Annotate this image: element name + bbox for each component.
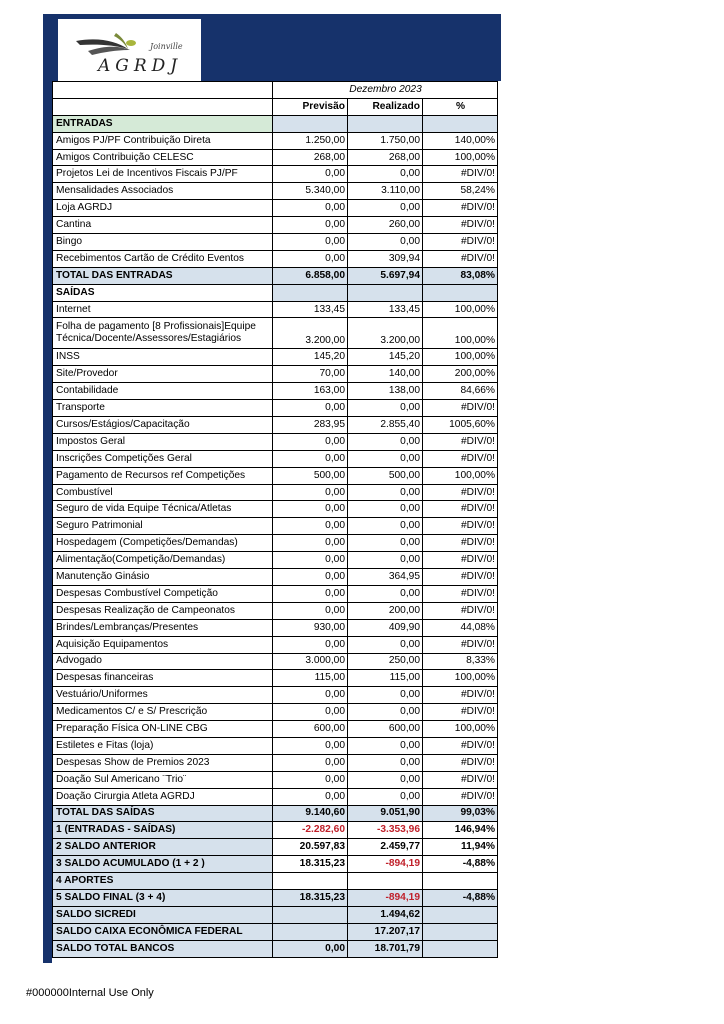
table-row (53, 200, 498, 217)
pct-cell: #DIV/0! (423, 788, 498, 805)
row-label: Hospedagem (Competições/Demandas) (53, 535, 273, 552)
realizado-cell: 200,00 (348, 602, 423, 619)
table-row (53, 400, 498, 417)
column-headers (53, 98, 498, 115)
table-row (53, 619, 498, 636)
section-saidas (53, 284, 498, 301)
pct-cell: 8,33% (423, 653, 498, 670)
pct-cell: #DIV/0! (423, 518, 498, 535)
previsao-cell: 0,00 (273, 737, 348, 754)
pct-cell: #DIV/0! (423, 602, 498, 619)
realizado-cell: 600,00 (348, 721, 423, 738)
previsao-cell: 0,00 (273, 518, 348, 535)
pct-cell: 200,00% (423, 366, 498, 383)
row-label: Folha de pagamento [8 Profissionais]Equipe Técnica/Docente/Assessores/Estagiários (53, 318, 273, 349)
realizado-cell (348, 873, 423, 890)
pct-cell: 100,00% (423, 467, 498, 484)
realizado-cell: 3.110,00 (348, 183, 423, 200)
table-row (53, 737, 498, 754)
pct-cell: 100,00% (423, 670, 498, 687)
row-label: Despesas Realização de Campeonatos (53, 602, 273, 619)
table-row (53, 771, 498, 788)
pct-cell: #DIV/0! (423, 400, 498, 417)
table-row (53, 518, 498, 535)
total-entradas-row (53, 267, 498, 284)
row-label: Bingo (53, 234, 273, 251)
previsao-cell: 18.315,23 (273, 889, 348, 906)
row-label: Seguro Patrimonial (53, 518, 273, 535)
table-row (53, 552, 498, 569)
table-row (53, 183, 498, 200)
pct-cell: 84,66% (423, 383, 498, 400)
realizado-cell: 0,00 (348, 771, 423, 788)
table-row (53, 433, 498, 450)
row-label: Aquisição Equipamentos (53, 636, 273, 653)
previsao-cell: 0,00 (273, 687, 348, 704)
pct-cell (423, 940, 498, 957)
row-label: Amigos Contribuição CELESC (53, 149, 273, 166)
previsao-cell: 0,00 (273, 484, 348, 501)
table-row (53, 349, 498, 366)
previsao-cell: 0,00 (273, 569, 348, 586)
saldo-sicredi-row (53, 906, 498, 923)
previsao-cell: 0,00 (273, 636, 348, 653)
pct-cell: #DIV/0! (423, 569, 498, 586)
realizado-cell: 0,00 (348, 585, 423, 602)
row-label: Estiletes e Fitas (loja) (53, 737, 273, 754)
table-row (53, 149, 498, 166)
row-label: Doação Sul Americano ¨Trio¨ (53, 771, 273, 788)
row-label: Alimentação(Competição/Demandas) (53, 552, 273, 569)
pct-cell: 100,00% (423, 349, 498, 366)
saldo-total-bancos-row (53, 940, 498, 957)
realizado-cell: 0,00 (348, 754, 423, 771)
row-label: 1 (ENTRADAS - SAÍDAS) (53, 822, 273, 839)
previsao-cell: 0,00 (273, 166, 348, 183)
table-row (53, 318, 498, 349)
previsao-cell: 0,00 (273, 234, 348, 251)
pct-cell: #DIV/0! (423, 234, 498, 251)
pct-cell: 100,00% (423, 149, 498, 166)
realizado-cell: 2.459,77 (348, 839, 423, 856)
pct-cell: #DIV/0! (423, 433, 498, 450)
table-row (53, 234, 498, 251)
previsao-cell: 0,00 (273, 217, 348, 234)
table-row (53, 467, 498, 484)
row-label: Despesas financeiras (53, 670, 273, 687)
previsao-cell: 0,00 (273, 940, 348, 957)
row-label: SALDO SICREDI (53, 906, 273, 923)
realizado-cell: 0,00 (348, 400, 423, 417)
realizado-cell: 115,00 (348, 670, 423, 687)
pct-cell: #DIV/0! (423, 217, 498, 234)
realizado-cell: 5.697,94 (348, 267, 423, 284)
pct-cell: #DIV/0! (423, 737, 498, 754)
realizado-cell: 0,00 (348, 234, 423, 251)
table-row (53, 636, 498, 653)
summary-saldo-anterior-row (53, 839, 498, 856)
realizado-cell: 364,95 (348, 569, 423, 586)
previsao-cell: 0,00 (273, 535, 348, 552)
row-label: 3 SALDO ACUMULADO (1 + 2 ) (53, 856, 273, 873)
pct-cell: 11,94% (423, 839, 498, 856)
realizado-cell: 145,20 (348, 349, 423, 366)
section-title: ENTRADAS (53, 115, 273, 132)
col-pct: % (423, 98, 498, 115)
previsao-cell: 600,00 (273, 721, 348, 738)
realizado-cell: 0,00 (348, 788, 423, 805)
row-label: Vestuário/Uniformes (53, 687, 273, 704)
pct-cell: 58,24% (423, 183, 498, 200)
table-row (53, 132, 498, 149)
table-row (53, 653, 498, 670)
previsao-cell (273, 873, 348, 890)
row-label: INSS (53, 349, 273, 366)
pct-cell: 44,08% (423, 619, 498, 636)
table-row (53, 250, 498, 267)
previsao-cell: 9.140,60 (273, 805, 348, 822)
pct-cell: 100,00% (423, 318, 498, 349)
period-label: Dezembro 2023 (273, 82, 498, 99)
realizado-cell: 0,00 (348, 200, 423, 217)
previsao-cell: 283,95 (273, 417, 348, 434)
previsao-cell: 0,00 (273, 400, 348, 417)
realizado-cell: 133,45 (348, 301, 423, 318)
pct-cell: #DIV/0! (423, 754, 498, 771)
header-banner (43, 14, 501, 81)
previsao-cell: 133,45 (273, 301, 348, 318)
previsao-cell: 930,00 (273, 619, 348, 636)
pct-cell: #DIV/0! (423, 704, 498, 721)
pct-cell (423, 873, 498, 890)
realizado-cell: 2.855,40 (348, 417, 423, 434)
realizado-cell: 250,00 (348, 653, 423, 670)
row-label: Seguro de vida Equipe Técnica/Atletas (53, 501, 273, 518)
row-label: SALDO CAIXA ECONÔMICA FEDERAL (53, 923, 273, 940)
previsao-cell: 0,00 (273, 501, 348, 518)
realizado-cell: 0,00 (348, 484, 423, 501)
row-label: Cantina (53, 217, 273, 234)
saldo-caixa-row (53, 923, 498, 940)
table-row (53, 602, 498, 619)
summary-diff-row (53, 822, 498, 839)
realizado-cell: 1.750,00 (348, 132, 423, 149)
row-label: Impostos Geral (53, 433, 273, 450)
realizado-cell: 0,00 (348, 636, 423, 653)
table-row (53, 366, 498, 383)
previsao-cell: 163,00 (273, 383, 348, 400)
pct-cell: #DIV/0! (423, 687, 498, 704)
pct-cell: 100,00% (423, 721, 498, 738)
pct-cell: #DIV/0! (423, 771, 498, 788)
pct-cell: #DIV/0! (423, 585, 498, 602)
table-row (53, 788, 498, 805)
realizado-cell: 0,00 (348, 518, 423, 535)
realizado-cell: 0,00 (348, 737, 423, 754)
pct-cell: 99,03% (423, 805, 498, 822)
row-label: Despesas Show de Premios 2023 (53, 754, 273, 771)
previsao-cell: 18.315,23 (273, 856, 348, 873)
row-label: Medicamentos C/ e S/ Prescrição (53, 704, 273, 721)
pct-cell: #DIV/0! (423, 535, 498, 552)
realizado-cell: 0,00 (348, 552, 423, 569)
previsao-cell: 268,00 (273, 149, 348, 166)
table-row (53, 450, 498, 467)
table-row (53, 501, 498, 518)
table-row (53, 417, 498, 434)
previsao-cell: 20.597,83 (273, 839, 348, 856)
previsao-cell: 0,00 (273, 250, 348, 267)
pct-cell (423, 906, 498, 923)
realizado-cell: 1.494,62 (348, 906, 423, 923)
table-row (53, 217, 498, 234)
previsao-cell (273, 923, 348, 940)
realizado-cell: 0,00 (348, 704, 423, 721)
logo-brand: AGRDJ (98, 56, 183, 76)
previsao-cell: 0,00 (273, 552, 348, 569)
row-label: 2 SALDO ANTERIOR (53, 839, 273, 856)
pct-cell: #DIV/0! (423, 166, 498, 183)
previsao-cell: 500,00 (273, 467, 348, 484)
row-label: Preparação Física ON-LINE CBG (53, 721, 273, 738)
pct-cell: 1005,60% (423, 417, 498, 434)
row-label: SALDO TOTAL BANCOS (53, 940, 273, 957)
realizado-cell: 409,90 (348, 619, 423, 636)
table-row (53, 484, 498, 501)
previsao-cell: 115,00 (273, 670, 348, 687)
pct-cell: 100,00% (423, 301, 498, 318)
previsao-cell: 0,00 (273, 602, 348, 619)
pct-cell: -4,88% (423, 856, 498, 873)
budget-table (52, 81, 498, 958)
previsao-cell (273, 906, 348, 923)
realizado-cell: 0,00 (348, 166, 423, 183)
table-row (53, 687, 498, 704)
realizado-cell: 140,00 (348, 366, 423, 383)
pct-cell: #DIV/0! (423, 552, 498, 569)
table-row (53, 721, 498, 738)
realizado-cell: 0,00 (348, 433, 423, 450)
previsao-cell: 3.200,00 (273, 318, 348, 349)
realizado-cell: 0,00 (348, 501, 423, 518)
row-label: Manutenção Ginásio (53, 569, 273, 586)
agrdj-logo (58, 19, 201, 81)
table-row (53, 166, 498, 183)
row-label: Internet (53, 301, 273, 318)
row-label: Contabilidade (53, 383, 273, 400)
pct-cell: 146,94% (423, 822, 498, 839)
previsao-cell: 1.250,00 (273, 132, 348, 149)
pct-cell: 83,08% (423, 267, 498, 284)
previsao-cell: 0,00 (273, 788, 348, 805)
row-label: Recebimentos Cartão de Crédito Eventos (53, 250, 273, 267)
section-title: SAÍDAS (53, 284, 273, 301)
previsao-cell: 5.340,00 (273, 183, 348, 200)
table-row (53, 383, 498, 400)
table-row (53, 754, 498, 771)
previsao-cell: 3.000,00 (273, 653, 348, 670)
realizado-cell: 17.207,17 (348, 923, 423, 940)
footer-note: #000000Internal Use Only (26, 987, 154, 999)
previsao-cell: 145,20 (273, 349, 348, 366)
pct-cell: #DIV/0! (423, 450, 498, 467)
row-label: Transporte (53, 400, 273, 417)
row-label: 5 SALDO FINAL (3 + 4) (53, 889, 273, 906)
row-label: Combustível (53, 484, 273, 501)
pct-cell: #DIV/0! (423, 250, 498, 267)
row-label: Doação Cirurgia Atleta AGRDJ (53, 788, 273, 805)
period-row (53, 82, 498, 99)
realizado-cell: 309,94 (348, 250, 423, 267)
pct-cell: #DIV/0! (423, 501, 498, 518)
realizado-cell: -894,19 (348, 856, 423, 873)
row-label: TOTAL DAS ENTRADAS (53, 267, 273, 284)
row-label: TOTAL DAS SAÍDAS (53, 805, 273, 822)
logo-script: Joinville (150, 42, 183, 51)
table-row (53, 535, 498, 552)
realizado-cell: 500,00 (348, 467, 423, 484)
table-row (53, 569, 498, 586)
previsao-cell: -2.282,60 (273, 822, 348, 839)
pct-cell (423, 923, 498, 940)
row-label: 4 APORTES (53, 873, 273, 890)
pct-cell: #DIV/0! (423, 200, 498, 217)
spreadsheet-page (43, 14, 501, 963)
realizado-cell: 9.051,90 (348, 805, 423, 822)
section-entradas (53, 115, 498, 132)
row-label: Amigos PJ/PF Contribuição Direta (53, 132, 273, 149)
row-label: Loja AGRDJ (53, 200, 273, 217)
realizado-cell: 0,00 (348, 687, 423, 704)
summary-saldo-final-row (53, 889, 498, 906)
row-label: Mensalidades Associados (53, 183, 273, 200)
pct-cell: #DIV/0! (423, 636, 498, 653)
row-label: Inscrições Competições Geral (53, 450, 273, 467)
row-label: Brindes/Lembranças/Presentes (53, 619, 273, 636)
realizado-cell: 0,00 (348, 450, 423, 467)
realizado-cell: 3.200,00 (348, 318, 423, 349)
realizado-cell: -894,19 (348, 889, 423, 906)
row-label: Pagamento de Recursos ref Competições (53, 467, 273, 484)
col-previsao: Previsão (273, 98, 348, 115)
col-realizado: Realizado (348, 98, 423, 115)
previsao-cell: 0,00 (273, 433, 348, 450)
previsao-cell: 0,00 (273, 450, 348, 467)
row-label: Projetos Lei de Incentivos Fiscais PJ/PF (53, 166, 273, 183)
previsao-cell: 70,00 (273, 366, 348, 383)
pct-cell: #DIV/0! (423, 484, 498, 501)
table-row (53, 301, 498, 318)
realizado-cell: 18.701,79 (348, 940, 423, 957)
realizado-cell: 260,00 (348, 217, 423, 234)
table-row (53, 585, 498, 602)
realizado-cell: -3.353,96 (348, 822, 423, 839)
summary-saldo-acumulado-row (53, 856, 498, 873)
summary-aportes-row (53, 873, 498, 890)
previsao-cell: 0,00 (273, 585, 348, 602)
pct-cell: -4,88% (423, 889, 498, 906)
row-label: Site/Provedor (53, 366, 273, 383)
previsao-cell: 0,00 (273, 754, 348, 771)
realizado-cell: 268,00 (348, 149, 423, 166)
pct-cell: 140,00% (423, 132, 498, 149)
row-label: Despesas Combustível Competição (53, 585, 273, 602)
row-label: Advogado (53, 653, 273, 670)
table-row (53, 670, 498, 687)
previsao-cell: 6.858,00 (273, 267, 348, 284)
table-row (53, 704, 498, 721)
previsao-cell: 0,00 (273, 704, 348, 721)
left-stripe (43, 81, 52, 963)
previsao-cell: 0,00 (273, 771, 348, 788)
realizado-cell: 0,00 (348, 535, 423, 552)
total-saidas-row (53, 805, 498, 822)
row-label: Cursos/Estágios/Capacitação (53, 417, 273, 434)
previsao-cell: 0,00 (273, 200, 348, 217)
realizado-cell: 138,00 (348, 383, 423, 400)
